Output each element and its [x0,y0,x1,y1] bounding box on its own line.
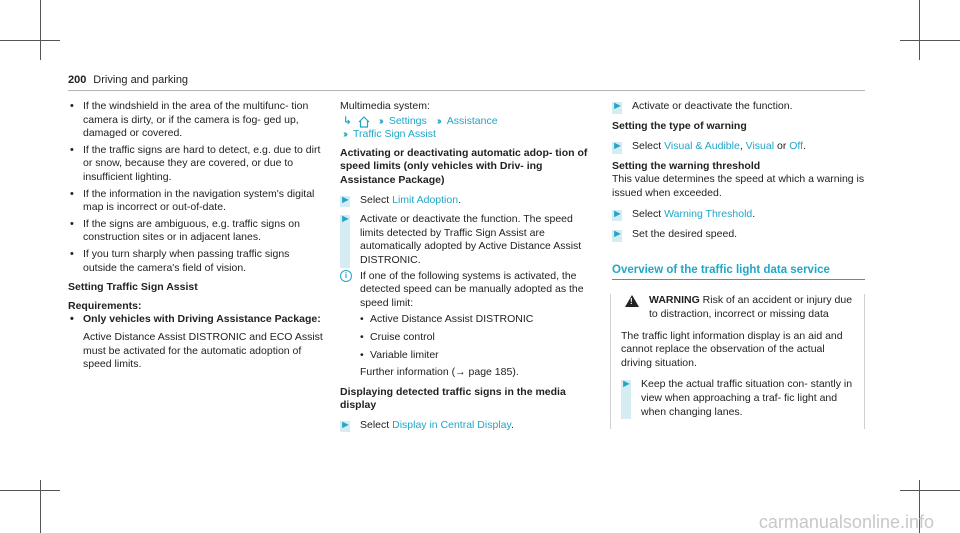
page-header [68,74,188,88]
limit-adoption-link[interactable]: Limit Adoption [392,193,459,206]
display-central-link[interactable]: Display in Central Display [392,418,511,431]
section-heading: Setting Traffic Sign Assist [68,281,198,294]
instruction-step: ► Select Display in Central Display. [340,418,514,431]
chevron-right-icon: ›› [343,128,346,141]
requirements-label: Requirements: [68,299,142,312]
instruction-step: ► Select Limit Adoption. [340,193,461,206]
instruction-step: ► Keep the actual traffic situation con- stantly in view when approaching a traf- fic light and when changing lanes. [621,378,853,418]
further-info[interactable]: Further information (→ page 185). [360,366,519,379]
list-item: • If you turn sharply when passing traffic signs outside the camera's field of vision. [68,248,326,275]
requirement-title: • Only vehicles with Driving Assistance Package: [68,313,326,327]
crop-mark [0,490,60,491]
watermark: carmanualsonline.info [758,512,934,533]
instruction-step: ► Select Warning Threshold. [612,207,756,220]
section-heading: Displaying detected traffic signs in the media display [340,385,566,412]
info-note: i If one of the following systems is activated, the detected speed can be manually adopted as the speed limit: [340,270,598,311]
info-icon: i [340,270,352,282]
menu-path-assistance[interactable]: Assistance [446,114,498,127]
warning-label: WARNING [649,294,700,307]
section-heading-traffic-light: Overview of the traffic light data service [612,264,865,281]
crop-mark [40,0,41,60]
list-item: • If the signs are ambiguous, e.g. traffic signs on construction sites or in adjacent lanes. [68,218,326,245]
instruction-step: ► Select Visual & Audible, Visual or Off. [612,140,806,153]
step-arrow-icon: ► [612,100,623,112]
visual-link[interactable]: Visual [745,140,775,153]
crop-mark [919,0,920,60]
page-number: 200 [68,74,87,86]
list-item: • If the windshield in the area of the multifunc- tion camera is dirty, or if the camera is fog- ged up, damaged or covered. [68,100,326,141]
warning-threshold-link[interactable]: Warning Threshold [664,207,753,220]
requirement-text: Active Distance Assist DISTRONIC and ECO Assist must be activated for the automatic adoption of speed limits. [83,330,323,371]
section-heading: Setting the warning threshold [612,159,761,172]
list-item: • Active Distance Assist DISTRONIC [340,313,598,327]
menu-path-settings[interactable]: Settings [388,114,427,127]
column-3 [612,100,865,429]
step-arrow-icon: ► [340,193,351,206]
threshold-description: This value determines the speed at which a warning is issued when exceeded. [612,173,865,199]
condition-list [68,100,326,275]
warning-text: Risk of an accident or injury due to distraction, incorrect or missing data [649,294,853,320]
list-item: • Variable limiter [340,349,598,363]
menu-path-line2 [340,128,598,142]
step-arrow-icon: ► [340,213,351,226]
step-arrow-icon: ► [612,228,623,241]
section-heading: Activating or deactivating automatic adop- tion of speed limits (only vehicles with Driv- ing Assistance Package) [340,146,588,186]
column-1 [68,100,326,372]
chevron-right-icon: ›› [436,114,440,127]
step-arrow-icon: ► [612,207,623,220]
multimedia-label: Multimedia system: [340,100,430,112]
section-heading: Setting the type of warning [612,119,747,132]
warning-notice [621,294,854,321]
instruction-step: ► Activate or deactivate the function. The speed limits detected by Traffic Sign Assist are automatically adopted by Active Distance Assist DISTRONIC. [340,213,582,266]
home-icon [358,116,369,127]
enter-arrow-icon: ↳ [343,114,352,127]
step-arrow-icon: ► [621,378,632,391]
page-title: Driving and parking [93,74,189,86]
crop-mark [0,40,60,41]
list-item: • If the traffic signs are hard to detect, e.g. due to dirt or snow, because they are covered, or due to insufficient lighting. [68,144,326,185]
off-link[interactable]: Off [789,140,804,153]
crop-mark [900,40,960,41]
column-2 [340,100,598,432]
chevron-right-icon: ›› [378,114,382,127]
menu-path-traffic-sign-assist[interactable]: Traffic Sign Assist [353,128,436,141]
list-item: • Cruise control [340,331,598,345]
header-rule [68,90,865,91]
list-item: • If the information in the navigation system's digital map is incorrect or out-of-date. [68,188,326,215]
instruction-step: ► Activate or deactivate the function. [612,100,793,112]
visual-audible-link[interactable]: Visual & Audible [664,140,740,153]
step-arrow-icon: ► [612,140,623,153]
crop-mark [40,480,41,533]
instruction-step: ► Set the desired speed. [612,228,738,241]
traffic-light-description: The traffic light information display is an aid and cannot replace the observation of the actual driving situation. [621,329,843,369]
warning-box [610,294,865,429]
menu-path [340,115,598,129]
step-arrow-icon: ► [340,418,351,431]
crop-mark [900,490,960,491]
warning-icon: ! [625,295,639,307]
